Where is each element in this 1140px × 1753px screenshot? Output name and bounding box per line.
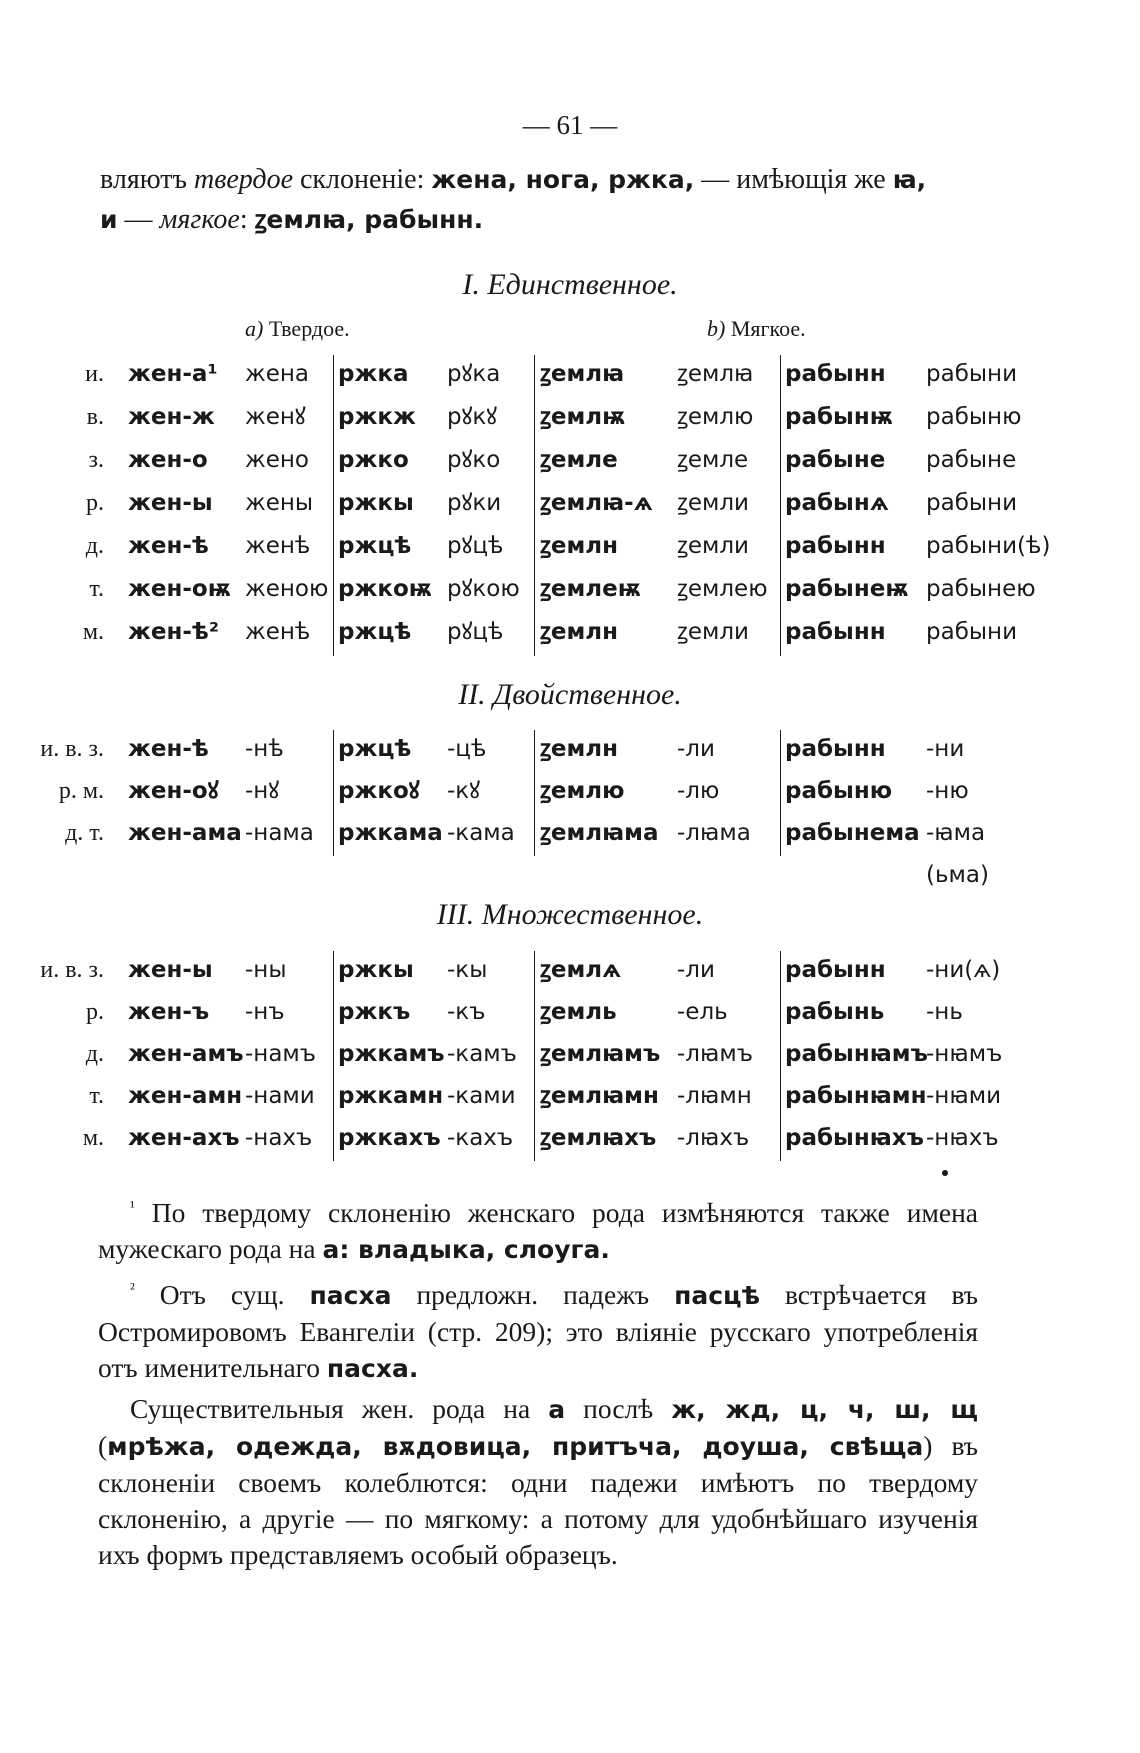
table-row [0,529,1140,569]
declension-form: рꙋка [447,361,501,387]
stray-dot [942,1170,948,1176]
case-label: з. [88,447,104,473]
declension-form: рабынь [785,999,885,1025]
intro-slavonic: ꙁемлꙗ, рабынн. [254,205,484,234]
intro-slavonic: ꙗ, [892,165,927,194]
declension-form: рабыню [785,778,893,804]
declension-form: жен-ѣ [128,533,209,559]
declension-form: рꙋцѣ [447,533,504,559]
declension-form: жен-амн [128,1083,243,1109]
intro-text: : [239,204,255,235]
declension-form: жена [245,361,310,387]
case-label: м. [82,619,104,645]
declension-form: ꙁемлꙗхъ [540,1125,657,1151]
subhead-soft: b) Мягкое. [707,316,806,341]
case-label: р. [86,490,104,516]
declension-form: рабынема [785,820,920,846]
column-rule [780,951,781,1161]
declension-form: ржцѣ [338,533,412,559]
declension-form: ꙁемлю [677,404,754,430]
section-title-singular: I. Единственное. [462,268,678,301]
declension-form: жен-ы [128,490,213,516]
case-label: т. [89,1083,104,1109]
declension-form: -нꙗхъ [926,1125,999,1151]
declension-form: женою [245,576,329,602]
declension-form: жен-ы [128,957,213,983]
declension-form: ꙁемль [540,999,617,1025]
declension-form: ꙁемлꙗ-ѧ [540,490,653,516]
table-row [0,1079,1140,1119]
declension-form: рабыню [926,404,1022,430]
declension-form: ржкж [338,404,416,430]
declension-form: жен-ѣ² [128,619,219,645]
declension-form: ꙁемлꙗ [540,361,625,387]
case-label: и. в. з. [40,736,104,762]
declension-form: рабынн [785,736,886,762]
declension-form: ржкамн [338,1083,444,1109]
column-rule [534,951,535,1161]
intro-text: вляютъ [100,164,194,195]
declension-form: женꙋ [245,404,306,430]
case-label: в. [86,404,104,430]
column-rule [333,730,334,856]
declension-form: рабынн [785,533,886,559]
declension-form: -нꙗми [926,1083,1002,1109]
intro-slavonic: и [100,205,118,234]
footnotes [98,1190,978,1577]
intro-line-1 [100,160,1000,200]
declension-form: -ни(ѧ) [926,957,1001,983]
declension-form: ꙁемлн [540,619,618,645]
declension-form: ржцѣ [338,736,412,762]
declension-form: -нь [926,999,963,1025]
declension-form: рꙋкою [447,576,520,602]
declension-form: -ель [677,999,728,1025]
declension-form: -нами [245,1083,315,1109]
intro-italic: мягкое [159,204,240,235]
intro-text: — имѣющія же [694,164,893,195]
declension-form: -лꙗхъ [677,1125,750,1151]
declension-form: женѣ [245,619,311,645]
declension-form: ꙁемле [540,447,618,473]
declension-form: ржкахъ [338,1125,441,1151]
table-row [0,486,1140,526]
intro-slavonic: жена, нога, ржка, [431,165,695,194]
case-label: т. [89,576,104,602]
declension-form: ржко [338,447,409,473]
declension-form: рабыни [926,490,1018,516]
intro-text: — [117,204,160,235]
declension-form: ꙁемли [677,533,750,559]
declension-form: -камъ [447,1041,517,1067]
section-title-plural: III. Множественное. [436,898,704,931]
declension-form: ржкы [338,490,414,516]
declension-form: рабыни [926,619,1018,645]
intro-italic: твердое [193,164,293,195]
declension-form: ꙁемлꙗ [677,361,754,387]
declension-form: рꙋкꙋ [447,404,498,430]
declension-form: -кахъ [447,1125,514,1151]
case-label: д. т. [65,820,104,846]
subhead-hard: a) Твердое. [245,316,350,341]
declension-form: ꙁемли [677,619,750,645]
declension-form: ржкоѭ [338,576,432,602]
declension-form: -кама [447,820,515,846]
declension-form: рабынꙗмн [785,1083,927,1109]
declension-form: -ли [677,957,715,983]
case-label: м. [82,1125,104,1151]
declension-form: рабынн [785,957,886,983]
declension-form: рꙋцѣ [447,619,504,645]
case-label: д. [85,533,104,559]
declension-form: ржка [338,361,409,387]
column-rule [333,355,334,656]
declension-form: жен-оѭ [128,576,231,602]
table-row [0,357,1140,397]
case-label: р. м. [58,778,104,804]
declension-form: ржкы [338,957,414,983]
table-row [0,615,1140,655]
declension-form: ꙁемлꙗмъ [540,1041,661,1067]
declension-form: ꙁемлꙗмн [540,1083,659,1109]
declension-form: -нꙋ [245,778,280,804]
declension-form: ржкама [338,820,443,846]
table-row [0,572,1140,612]
declension-form: -ли [677,736,715,762]
declension-form: ꙁемлѧ [540,957,622,983]
declension-form: жен-ъ [128,999,210,1025]
declension-form: рꙋко [447,447,501,473]
table-row [0,953,1140,993]
declension-form: -нъ [245,999,285,1025]
case-label: д. [85,1041,104,1067]
dual-extra-form: (ьма) [926,862,989,888]
declension-form: жен-а¹ [128,361,218,387]
declension-form: -ками [447,1083,516,1109]
declension-form: -нама [245,820,314,846]
declension-form: рабынн [785,619,886,645]
table-row [0,995,1140,1035]
declension-form: рабынꙗхъ [785,1125,924,1151]
declension-form: -лꙗма [677,820,751,846]
declension-form: ржцѣ [338,619,412,645]
declension-form: ꙁемлеѭ [540,576,641,602]
declension-form: жен-о [128,447,208,473]
declension-form: -ны [245,957,287,983]
declension-form: рабынн [785,361,886,387]
declension-form: жен-ѣ [128,736,209,762]
declension-form: ꙁемлю [540,778,625,804]
table-row [0,400,1140,440]
declension-form: рабыне [926,447,1017,473]
closing-paragraph: Существительныя жен. рода на а послѣ ж, жд, ц, ч, ш, щ (мрѣжа, одежда, вѫдовица, притъча, доуша, свѣща) въ склоненіи своемъ колеблются: одни падежи имѣютъ по твердому склоненію, а другіе — по мягкому: а потому для удобнѣйшаго изученія ихъ формъ представляемъ особый образецъ. [98,1393,978,1571]
declension-form: ржкоꙋ [338,778,420,804]
declension-form: жен-ахъ [128,1125,240,1151]
case-label: и. в. з. [40,957,104,983]
declension-form: -кы [447,957,488,983]
declension-form: -нꙗмъ [926,1041,1003,1067]
column-rule [333,951,334,1161]
declension-form: рꙋки [447,490,502,516]
column-rule [780,355,781,656]
column-rule [534,355,535,656]
declension-form: -нахъ [245,1125,313,1151]
declension-form: -лю [677,778,720,804]
declension-form: ржкъ [338,999,411,1025]
intro-text: склоненіе: [293,164,432,195]
declension-form: ꙁемли [677,490,750,516]
table-row [0,443,1140,483]
table-row [0,1121,1140,1161]
declension-form: рабынѭ [785,404,893,430]
page-number: — 61 — [522,110,618,140]
declension-form: ꙁемлею [677,576,768,602]
declension-form: -намъ [245,1041,317,1067]
declension-form: рабыне [785,447,886,473]
column-rule [780,730,781,856]
declension-form: ꙁемлн [540,736,618,762]
declension-form: жен-амъ [128,1041,244,1067]
declension-form: ꙁемлѭ [540,404,626,430]
declension-form: рабынеѭ [785,576,909,602]
declension-form: рабыни [926,361,1018,387]
declension-form: -къ [447,999,486,1025]
case-label: р. [86,999,104,1025]
declension-form: -цѣ [447,736,487,762]
section-title-dual: II. Двойственное. [458,678,682,711]
declension-form: ꙁемле [677,447,749,473]
declension-form: жен-ама [128,820,242,846]
declension-form: ꙁемлн [540,533,618,559]
declension-form: -кꙋ [447,778,480,804]
declension-form: ꙁемлꙗма [540,820,659,846]
intro-line-2 [100,200,1000,240]
table-row [0,732,1140,772]
declension-form: -ꙗма [926,820,986,846]
declension-form: -лꙗмн [677,1083,752,1109]
declension-form: рабынею [926,576,1036,602]
declension-form: рабыни(ѣ) [926,533,1051,559]
declension-form: жен-оꙋ [128,778,219,804]
declension-form: -нѣ [245,736,284,762]
declension-form: жен-ж [128,404,215,430]
declension-form: -ни [926,736,965,762]
declension-form: рабынѧ [785,490,889,516]
case-label: и. [85,361,104,387]
column-rule [534,730,535,856]
declension-form: рабынꙗмъ [785,1041,928,1067]
declension-form: жено [245,447,309,473]
table-row [0,774,1140,814]
footnote-2: $^{^2}$ Отъ сущ. пасха предложн. падежъ пасцѣ встрѣчается въ Остромировомъ Евангеліи (стр. 209); это вліяніе русскаго употребленія отъ именительнаго пасха. [98,1279,978,1384]
declension-form: жены [245,490,314,516]
declension-form: ржкамъ [338,1041,445,1067]
declension-form: -ню [926,778,969,804]
declension-form: -лꙗмъ [677,1041,753,1067]
table-row [0,1037,1140,1077]
footnote-1: $^{^1}$ По твердому склоненію женскаго рода измѣняются также имена мужескаго рода на а: владыка, слоуга. [98,1197,978,1265]
declension-form: женѣ [245,533,311,559]
table-row [0,816,1140,856]
